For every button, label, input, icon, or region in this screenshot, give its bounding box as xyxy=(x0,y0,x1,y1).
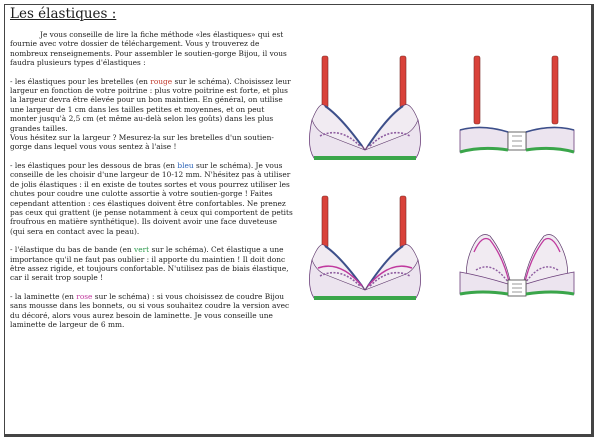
strap-right xyxy=(400,56,406,108)
color-word-green: vert xyxy=(134,245,150,255)
bretelles-paragraph: - les élastiques pour les bretelles (en rouge sur le schéma). Choisissez leur largeur en fonction de votre poitrine : plus votre poitrine est forte, et plus la largeur devra être élevée pour un bon maintien. En général, on utilise une largeur de 1 cm dans les tailles petites et moyennes, et on peut monter jusqu'à 2,5 cm (et même au-delà selon les goûts) dans les plus grandes tailles. Vous hésitez sur la largeur ? Mesurez-la sur les bretelles d'un soutien-gorge dans lequel vous vous sentez à l'aise ! xyxy=(10,76,291,152)
color-word-blue: bleu xyxy=(177,160,194,170)
laminette-paragraph: - la laminette (en rose sur le schéma) : si vous choisissez de coudre Bijou sans mousse dans les bonnets, ou si vous souhaitez coudre la version avec du décoré, alors vous aurez besoin de laminette. Je vous conseille une laminette de largeur de 6 mm. xyxy=(10,291,290,329)
page-title: Les élastiques : xyxy=(10,6,117,22)
article-body xyxy=(10,30,293,338)
intro-paragraph: Je vous conseille de lire la fiche méthode «les élastiques» qui est fournie avec votre dossier de téléchargement. Vous y trouverez de nombreux renseignements. Pour assembler le soutien-gorge Bijou, il vous faudra plusieurs types d'élastiques : xyxy=(10,30,287,68)
strap-right xyxy=(552,56,558,124)
strap-left xyxy=(322,196,328,248)
dessous-paragraph: - les élastiques pour les dessous de bras (en bleu sur le schéma). Je vous conseille de les choisir d'une largeur de 10-12 mm. N'hésitez pas à utiliser de jolis élastiques : il en existe de toutes sortes et vous pourrez utiliser les chutes pour coudre une culotte assortie à votre soutien-gorge ! Faites cependant attention : ces élastiques doivent être confortables. Ne prenez pas ceux qui grattent (je pense notamment à ceux qui comportent de petits froufrous en matière synthétique). Ils doivent avoir une face duveteuse (qui sera en contact avec la peau). xyxy=(10,160,293,236)
bra-back-illustration-bottom xyxy=(452,190,582,310)
strap-left xyxy=(322,56,328,108)
bra-front-illustration-bottom xyxy=(300,190,430,310)
strap-right xyxy=(400,196,406,248)
color-word-red: rouge xyxy=(150,76,173,86)
bra-back-illustration-top xyxy=(452,50,582,170)
bra-front-illustration-top xyxy=(300,50,430,170)
strap-left xyxy=(474,56,480,124)
color-word-pink: rose xyxy=(76,291,93,301)
bande-paragraph: - l'élastique du bas de bande (en vert sur le schéma). Cet élastique a une importance qu'il ne faut pas oublier : il apporte du maintien ! Il doit donc être assez rigide, et toujours confortable. N'utilisez pas de biais élastique, car il serait trop souple ! xyxy=(10,245,289,283)
